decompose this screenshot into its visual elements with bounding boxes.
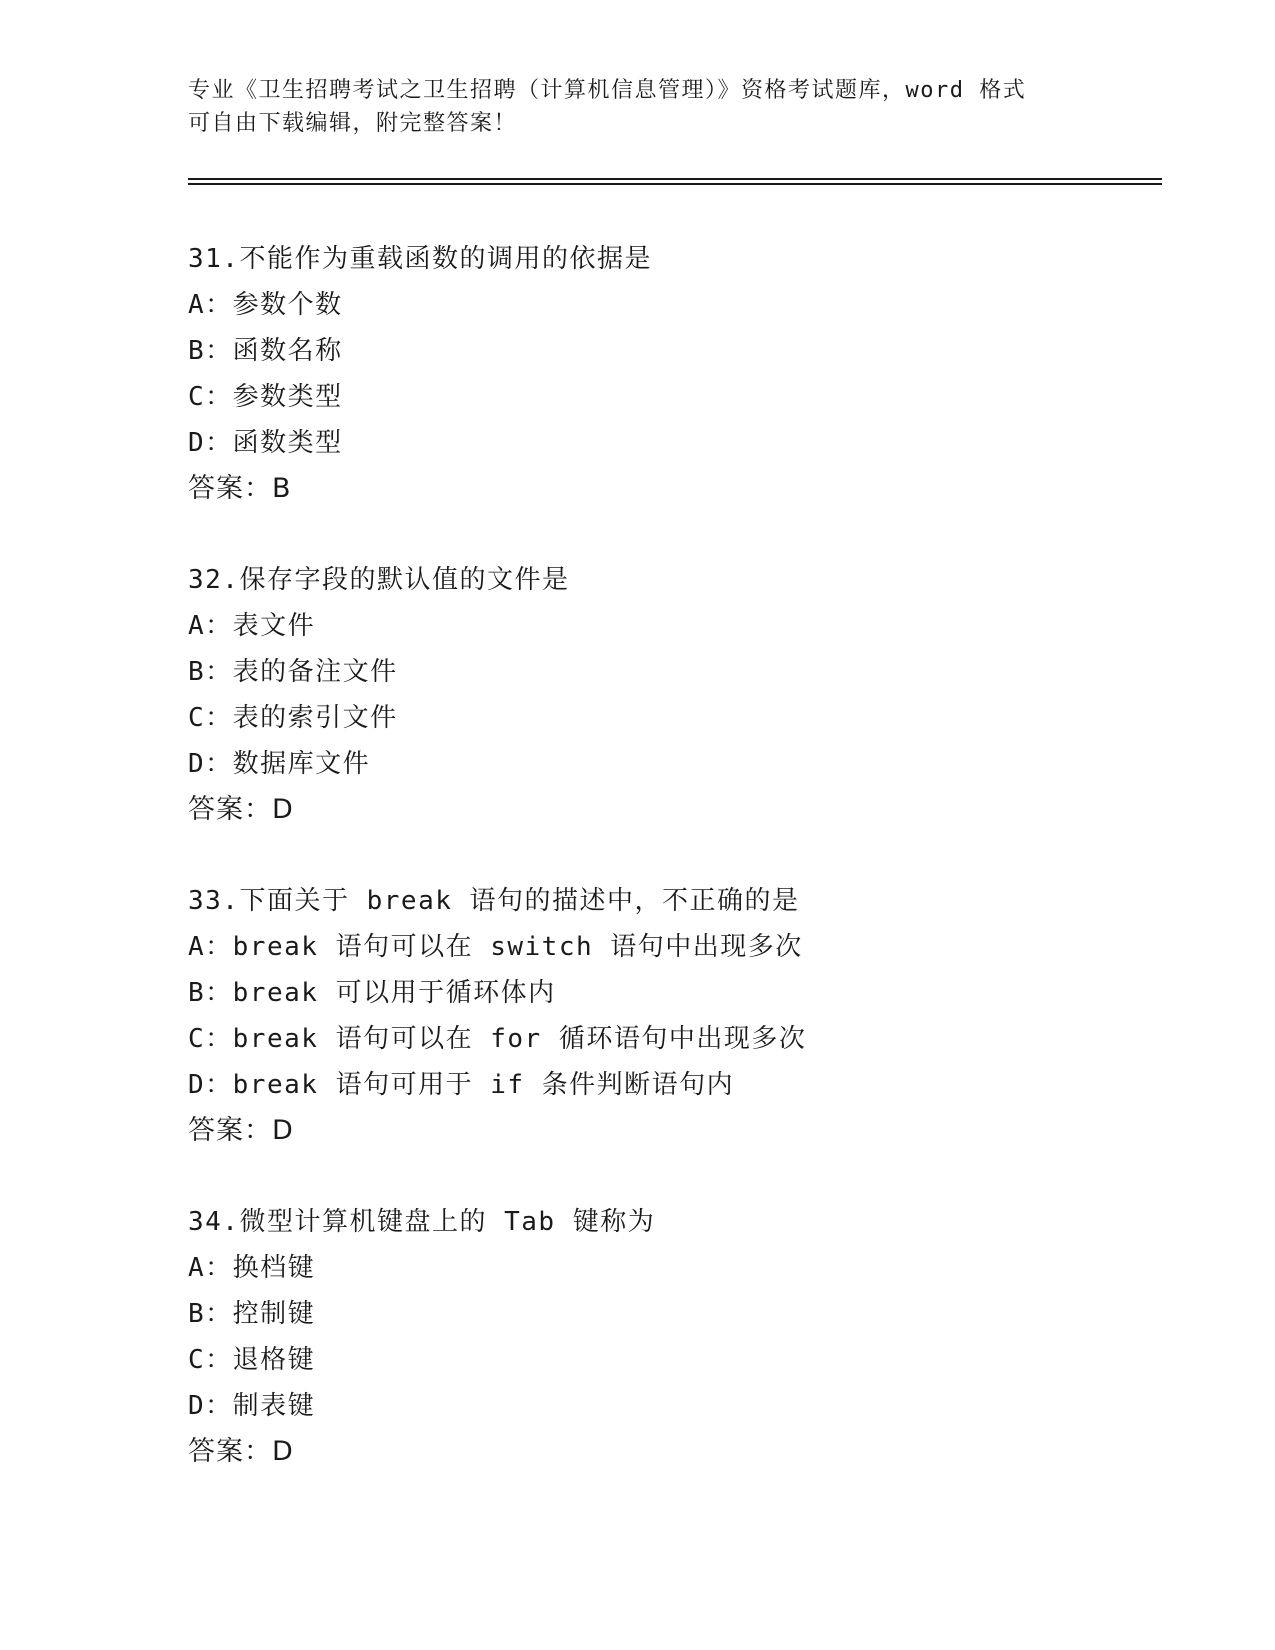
option-c: C：表的索引文件 — [188, 703, 398, 733]
option-a: A：参数个数 — [188, 290, 343, 320]
question-block — [188, 1199, 1162, 1475]
option-b: B：控制键 — [188, 1299, 316, 1329]
option-c: C：参数类型 — [188, 382, 343, 412]
option-d: D：数据库文件 — [188, 749, 371, 779]
option-c: C：退格键 — [188, 1345, 316, 1375]
option-b: B：表的备注文件 — [188, 657, 398, 687]
question-stem: 34.微型计算机键盘上的 Tab 键称为 — [188, 1207, 656, 1237]
question-stem: 32.保存字段的默认值的文件是 — [188, 565, 570, 595]
question-block — [188, 878, 1162, 1199]
option-a: A：表文件 — [188, 611, 316, 641]
option-d: D：函数类型 — [188, 428, 343, 458]
header-divider-bottom — [188, 183, 1162, 185]
option-d: D：break 语句可用于 if 条件判断语句内 — [188, 1070, 735, 1100]
question-stem: 31.不能作为重载函数的调用的依据是 — [188, 244, 652, 274]
header-divider-top — [188, 178, 1162, 180]
header-note: 专业《卫生招聘考试之卫生招聘（计算机信息管理）》资格考试题库，word 格式 可自由下载编辑，附完整答案！ — [188, 78, 1027, 136]
question-block — [188, 557, 1162, 878]
answer-line: 答案：D — [188, 794, 294, 825]
answer-line: 答案：B — [188, 473, 292, 504]
question-list — [188, 236, 1162, 1475]
option-d: D：制表键 — [188, 1391, 316, 1421]
option-b: B：break 可以用于循环体内 — [188, 978, 556, 1008]
answer-line: 答案：D — [188, 1115, 294, 1146]
option-a: A：换档键 — [188, 1253, 316, 1283]
option-b: B：函数名称 — [188, 336, 343, 366]
question-stem: 33.下面关于 break 语句的描述中，不正确的是 — [188, 886, 800, 916]
option-c: C：break 语句可以在 for 循环语句中出现多次 — [188, 1024, 807, 1054]
question-block — [188, 236, 1162, 557]
option-a: A：break 语句可以在 switch 语句中出现多次 — [188, 932, 803, 962]
answer-line: 答案：D — [188, 1436, 294, 1467]
